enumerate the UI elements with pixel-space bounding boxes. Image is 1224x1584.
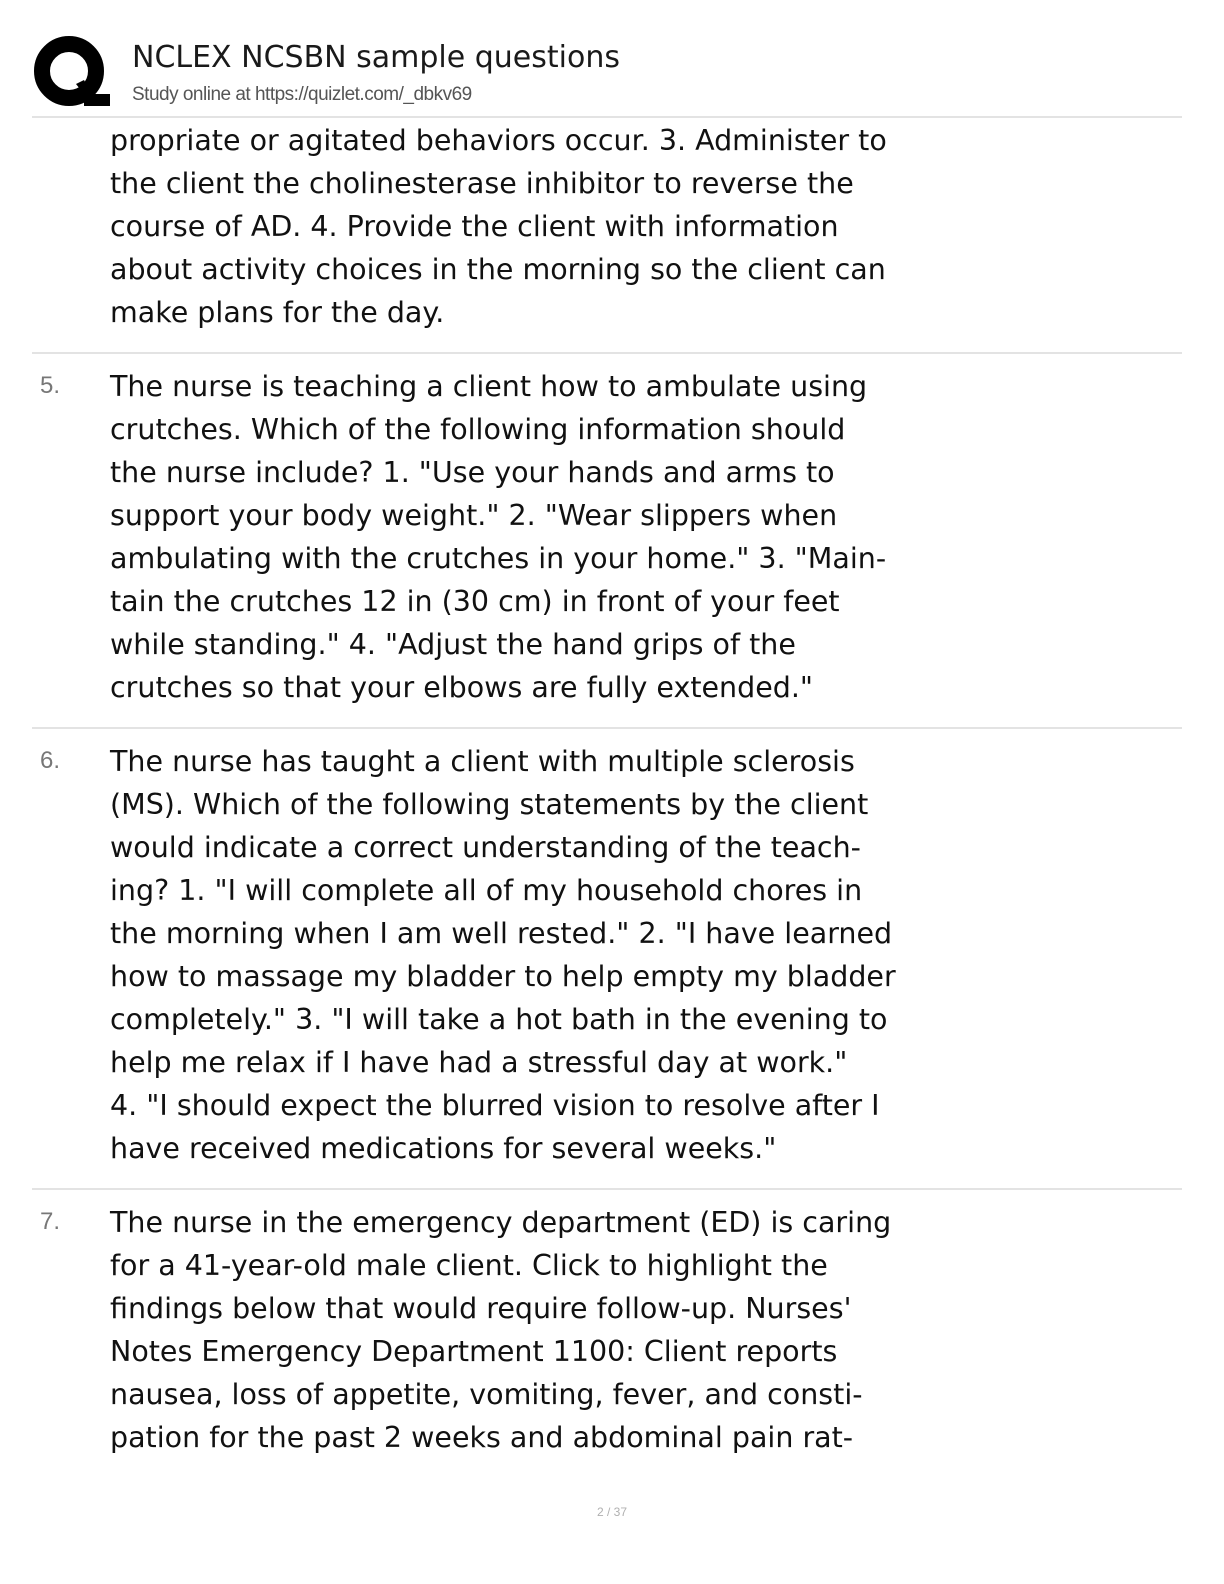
text-line: completely." 3. "I will take a hot bath in the evening to xyxy=(110,1003,888,1036)
question-continuation xyxy=(110,119,910,334)
text-line: have received medications for several weeks." xyxy=(110,1132,777,1165)
text-line: make plans for the day. xyxy=(110,296,445,329)
text-line: The nurse has taught a client with multiple sclerosis xyxy=(110,745,855,778)
text-line: crutches. Which of the following information should xyxy=(110,413,846,446)
item-divider xyxy=(32,1188,1182,1190)
text-line: for a 41-year-old male client. Click to highlight the xyxy=(110,1249,828,1282)
text-line: the nurse include? 1. "Use your hands and arms to xyxy=(110,456,835,489)
text-line: Notes Emergency Department 1100: Client reports xyxy=(110,1335,838,1368)
text-line: how to massage my bladder to help empty my bladder xyxy=(110,960,896,993)
text-line: tain the crutches 12 in (30 cm) in front of your feet xyxy=(110,585,840,618)
question-number: 6. xyxy=(40,747,61,774)
text-line: propriate or agitated behaviors occur. 3. Administer to xyxy=(110,124,887,157)
quizlet-q-logo-icon xyxy=(32,34,110,112)
text-line: course of AD. 4. Provide the client with information xyxy=(110,210,839,243)
text-line: (MS). Which of the following statements by the client xyxy=(110,788,869,821)
question-text xyxy=(110,740,910,1170)
text-line: pation for the past 2 weeks and abdominal pain rat- xyxy=(110,1421,854,1454)
question-number: 7. xyxy=(40,1208,61,1235)
item-divider xyxy=(32,352,1182,354)
text-line: ing? 1. "I will complete all of my household chores in xyxy=(110,874,863,907)
page-header xyxy=(32,34,1182,114)
text-line: crutches so that your elbows are fully extended." xyxy=(110,671,813,704)
text-line: ambulating with the crutches in your home." 3. "Main- xyxy=(110,542,887,575)
text-line: nausea, loss of appetite, vomiting, fever, and consti- xyxy=(110,1378,863,1411)
text-line: The nurse is teaching a client how to ambulate using xyxy=(110,370,868,403)
text-line: findings below that would require follow-up. Nurses' xyxy=(110,1292,852,1325)
page-number: 2 / 37 xyxy=(596,1505,628,1519)
question-text xyxy=(110,365,910,709)
text-line: the morning when I am well rested." 2. "I have learned xyxy=(110,917,893,950)
text-line: help me relax if I have had a stressful day at work." xyxy=(110,1046,848,1079)
question-number: 5. xyxy=(40,372,61,399)
text-line: The nurse in the emergency department (ED) is caring xyxy=(110,1206,892,1239)
question-text xyxy=(110,1201,910,1459)
document-title: NCLEX NCSBN sample questions xyxy=(132,40,620,75)
text-line: 4. "I should expect the blurred vision to resolve after I xyxy=(110,1089,880,1122)
text-line: while standing." 4. "Adjust the hand grips of the xyxy=(110,628,796,661)
item-divider xyxy=(32,727,1182,729)
text-line: would indicate a correct understanding of the teach- xyxy=(110,831,861,864)
text-line: support your body weight." 2. "Wear slippers when xyxy=(110,499,838,532)
text-line: about activity choices in the morning so the client can xyxy=(110,253,886,286)
text-line: the client the cholinesterase inhibitor to reverse the xyxy=(110,167,854,200)
header-divider xyxy=(32,116,1182,118)
study-online-link[interactable]: Study online at https://quizlet.com/_dbkv69 xyxy=(132,84,472,105)
